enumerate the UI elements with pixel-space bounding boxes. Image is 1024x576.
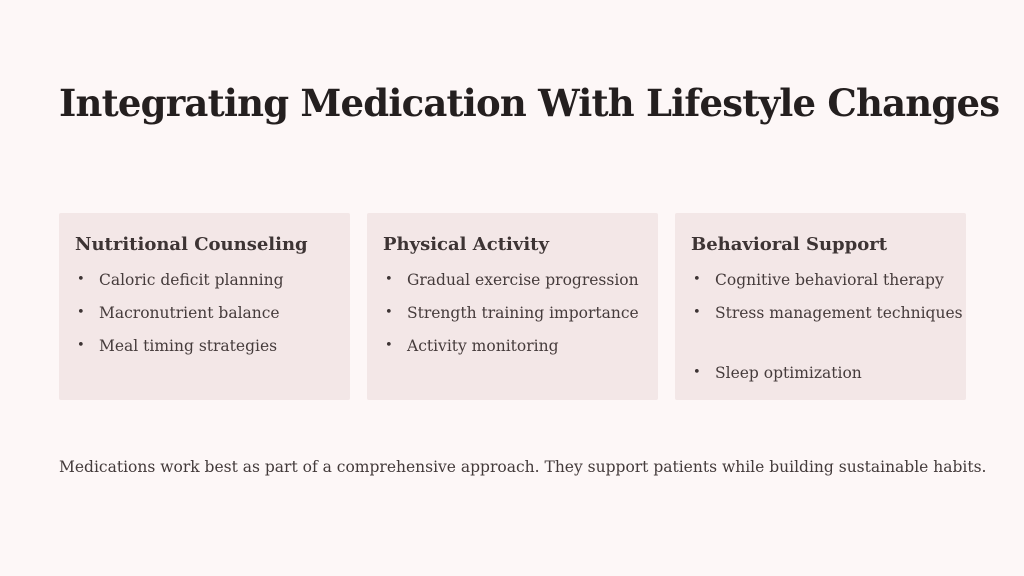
bullet-icon: • — [693, 272, 701, 287]
list-item — [75, 302, 334, 335]
list-item — [383, 269, 642, 302]
list-item-text: Strength training importance — [407, 304, 639, 322]
card-behavioral-support — [675, 213, 966, 400]
list-item-text: Macronutrient balance — [99, 304, 280, 322]
bullet-icon: • — [693, 365, 701, 380]
list-item — [75, 335, 334, 368]
card-nutritional-counseling — [59, 213, 350, 400]
bullet-icon: • — [77, 338, 85, 353]
list-item — [383, 335, 642, 368]
bullet-icon: • — [385, 338, 393, 353]
bullet-icon: • — [385, 272, 393, 287]
summary-text: Medications work best as part of a comprehensive approach. They support patients while building sustainable habits. — [59, 458, 987, 476]
list-item — [691, 269, 950, 302]
list-item — [691, 362, 950, 395]
bullet-icon: • — [385, 305, 393, 320]
list-item-text: Activity monitoring — [407, 337, 559, 355]
list-item-text: Sleep optimization — [715, 364, 862, 382]
list-item — [691, 302, 963, 335]
bullet-icon: • — [77, 305, 85, 320]
list-item-text: Caloric deficit planning — [99, 271, 284, 289]
list-item-text: Gradual exercise progression — [407, 271, 639, 289]
card-physical-activity — [367, 213, 658, 400]
card-list — [75, 269, 334, 368]
card-list — [691, 269, 963, 395]
list-item — [75, 269, 334, 302]
card-grid — [59, 213, 965, 400]
card-list — [383, 269, 642, 368]
card-heading: Physical Activity — [383, 234, 549, 255]
card-heading: Behavioral Support — [691, 234, 888, 255]
page-title: Integrating Medication With Lifestyle Changes — [59, 81, 1000, 125]
card-heading: Nutritional Counseling — [75, 234, 308, 255]
bullet-icon: • — [77, 272, 85, 287]
list-item — [383, 302, 642, 335]
list-item-text: Meal timing strategies — [99, 337, 278, 355]
list-item-text: Cognitive behavioral therapy — [715, 271, 944, 289]
bullet-icon: • — [693, 305, 701, 320]
list-item-text: Stress management techniques — [715, 304, 963, 322]
